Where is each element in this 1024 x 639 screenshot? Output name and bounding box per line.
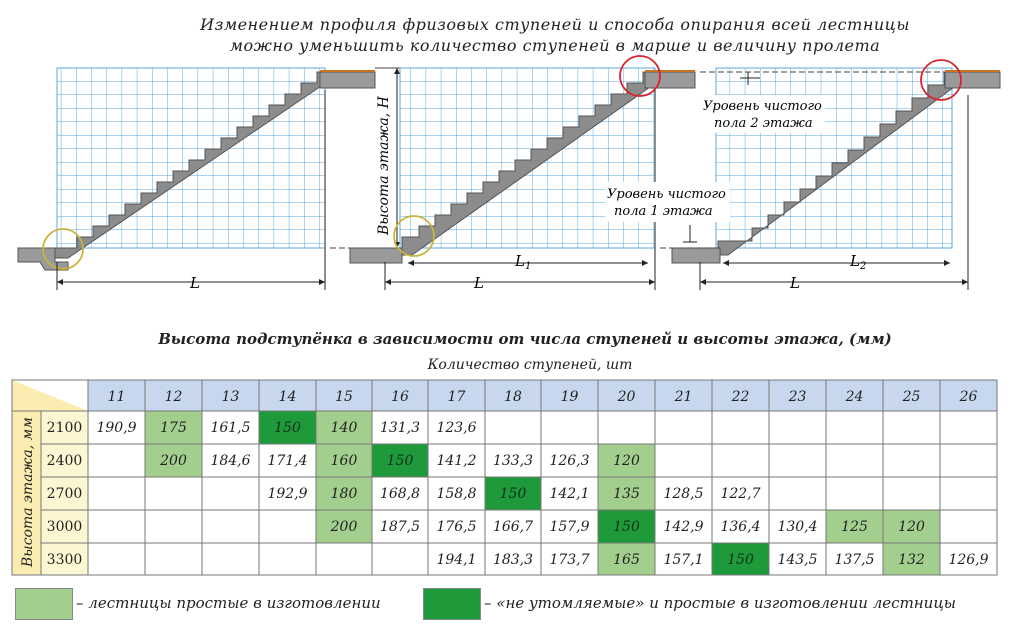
diagram-title-line2: можно уменьшить количество ступеней в марше и величину пролета [229, 36, 881, 55]
header-step-label: 20 [617, 389, 636, 405]
header-step-label: 24 [845, 389, 864, 405]
table-cell-value: 150 [727, 552, 754, 568]
table-cell-value: 122,7 [720, 486, 761, 502]
level1-line2: пола 1 этажа [614, 204, 713, 219]
legend-swatch-light [15, 588, 73, 620]
table-cell-value: 132 [898, 552, 925, 568]
table-cell-value: 184,6 [210, 453, 251, 469]
table-cell [883, 444, 940, 477]
table-cell-value: 194,1 [436, 552, 477, 568]
table-cell-value: 141,2 [436, 453, 477, 469]
table-cell [769, 411, 826, 444]
steps-count-label: Количество ступеней, шт [427, 357, 633, 373]
table-cell [202, 477, 259, 510]
table-cell-value: 175 [160, 420, 187, 436]
height-label: Высота этажа, H [376, 96, 392, 235]
table-cell-value: 150 [386, 453, 414, 469]
table-cell-value: 136,4 [720, 519, 761, 535]
table-cell [541, 411, 598, 444]
table-cell [883, 411, 940, 444]
header-step-label: 17 [447, 389, 466, 405]
table-cell [826, 411, 883, 444]
table-cell-value: 192,9 [267, 486, 308, 502]
span-label-l2: $L_2$ [850, 252, 867, 272]
table-cell-value: 120 [613, 453, 640, 469]
table-cell-value: 131,3 [379, 420, 421, 436]
table-cell [202, 510, 259, 543]
table-cell-value: 150 [499, 486, 527, 502]
table-cell [883, 477, 940, 510]
table-cell [769, 444, 826, 477]
header-step-label: 15 [335, 389, 353, 405]
table-cell-value: 161,5 [210, 420, 251, 436]
header-step-label: 19 [560, 389, 579, 405]
table-cell-value: 200 [330, 519, 358, 535]
table-cell-value: 165 [613, 552, 640, 568]
table-cell [940, 444, 997, 477]
header-step-label: 12 [164, 389, 183, 405]
row-height-label: 3300 [46, 552, 83, 568]
table-cell [940, 477, 997, 510]
table-cell-value: 171,4 [267, 453, 308, 469]
table-cell-value: 126,9 [948, 552, 989, 568]
diagram-title-line1: Изменением профиля фризовых ступеней и способа опирания всей лестницы [200, 15, 910, 34]
header-step-label: 26 [959, 389, 978, 405]
row-height-label: 2100 [46, 420, 83, 436]
table-cell-value: 173,7 [549, 552, 590, 568]
table-cell-value: 125 [841, 519, 868, 535]
table-cell-value: 137,5 [834, 552, 875, 568]
row-height-label: 2700 [46, 486, 83, 502]
table-cell [259, 510, 316, 543]
header-step-label: 14 [278, 389, 297, 405]
table-title: Высота подступёнка в зависимости от числа ступеней и высоты этажа, (мм) [158, 330, 892, 348]
table-cell-value: 160 [330, 453, 358, 469]
table-cell [88, 510, 145, 543]
table-cell-value: 180 [330, 486, 358, 502]
span-label-l-3: L [790, 274, 800, 292]
table-cell-value: 166,7 [492, 519, 534, 535]
table-cell [940, 411, 997, 444]
table-cell-value: 157,1 [663, 552, 704, 568]
table-cell-value: 130,4 [777, 519, 818, 535]
header-step-label: 23 [788, 389, 807, 405]
table-cell-value: 190,9 [96, 420, 137, 436]
table-cell [769, 477, 826, 510]
table-cell-value: 128,5 [663, 486, 704, 502]
table-cell-value: 142,9 [663, 519, 704, 535]
height-axis-label: Высота этажа, мм [20, 417, 36, 567]
table-cell [655, 444, 712, 477]
table-cell [88, 543, 145, 575]
legend-text-dark: – «не утомляемые» и простые в изготовлении лестницы [484, 594, 957, 612]
table-cell [655, 411, 712, 444]
table-cell-value: 142,1 [549, 486, 590, 502]
table-cell [826, 477, 883, 510]
table-cell [145, 543, 202, 575]
table-cell-value: 140 [330, 420, 358, 436]
table-cell [712, 411, 769, 444]
legend-swatch-dark [423, 588, 481, 620]
table-cell-value: 176,5 [436, 519, 477, 535]
table-cell [940, 510, 997, 543]
span-label-l-2: L [474, 274, 484, 292]
legend-text-light: – лестницы простые в изготовлении [76, 594, 381, 612]
table-cell-value: 158,8 [436, 486, 477, 502]
table-cell-value: 150 [274, 420, 301, 436]
header-step-label: 18 [504, 389, 522, 405]
header-step-label: 22 [731, 389, 750, 405]
table-cell [88, 477, 145, 510]
table-cell-value: 126,3 [549, 453, 590, 469]
table-cell [826, 444, 883, 477]
table-cell-value: 200 [160, 453, 187, 469]
table-cell-value: 120 [898, 519, 925, 535]
table-cell [372, 543, 428, 575]
table-cell-value: 157,9 [549, 519, 590, 535]
header-step-label: 13 [221, 389, 240, 405]
header-step-label: 25 [902, 389, 921, 405]
table-cell-value: 183,3 [492, 552, 534, 568]
table-cell [598, 411, 655, 444]
table-corner [12, 380, 88, 411]
span-label-l-1: L [190, 274, 200, 292]
table-cell [259, 543, 316, 575]
table-cell-value: 133,3 [492, 453, 534, 469]
level2-line1: Уровень чистого [703, 99, 822, 114]
table-cell-value: 135 [613, 486, 640, 502]
table-cell [485, 411, 541, 444]
span-label-l1: $L_1$ [515, 252, 532, 272]
table-cell [316, 543, 372, 575]
table-cell-value: 123,6 [436, 420, 477, 436]
table-cell-value: 150 [613, 519, 640, 535]
table-cell [145, 477, 202, 510]
table-cell-value: 187,5 [379, 519, 421, 535]
row-height-label: 3000 [46, 519, 83, 535]
table-cell-value: 168,8 [379, 486, 421, 502]
table-cell [712, 444, 769, 477]
table-cell-value: 143,5 [777, 552, 818, 568]
row-height-label: 2400 [46, 453, 83, 469]
header-step-label: 16 [391, 389, 409, 405]
header-step-label: 21 [674, 389, 693, 405]
table-cell [202, 543, 259, 575]
level1-line1: Уровень чистого [607, 187, 726, 202]
table-cell [88, 444, 145, 477]
table-cell [145, 510, 202, 543]
header-step-label: 11 [107, 389, 126, 405]
level2-line2: пола 2 этажа [714, 116, 813, 131]
